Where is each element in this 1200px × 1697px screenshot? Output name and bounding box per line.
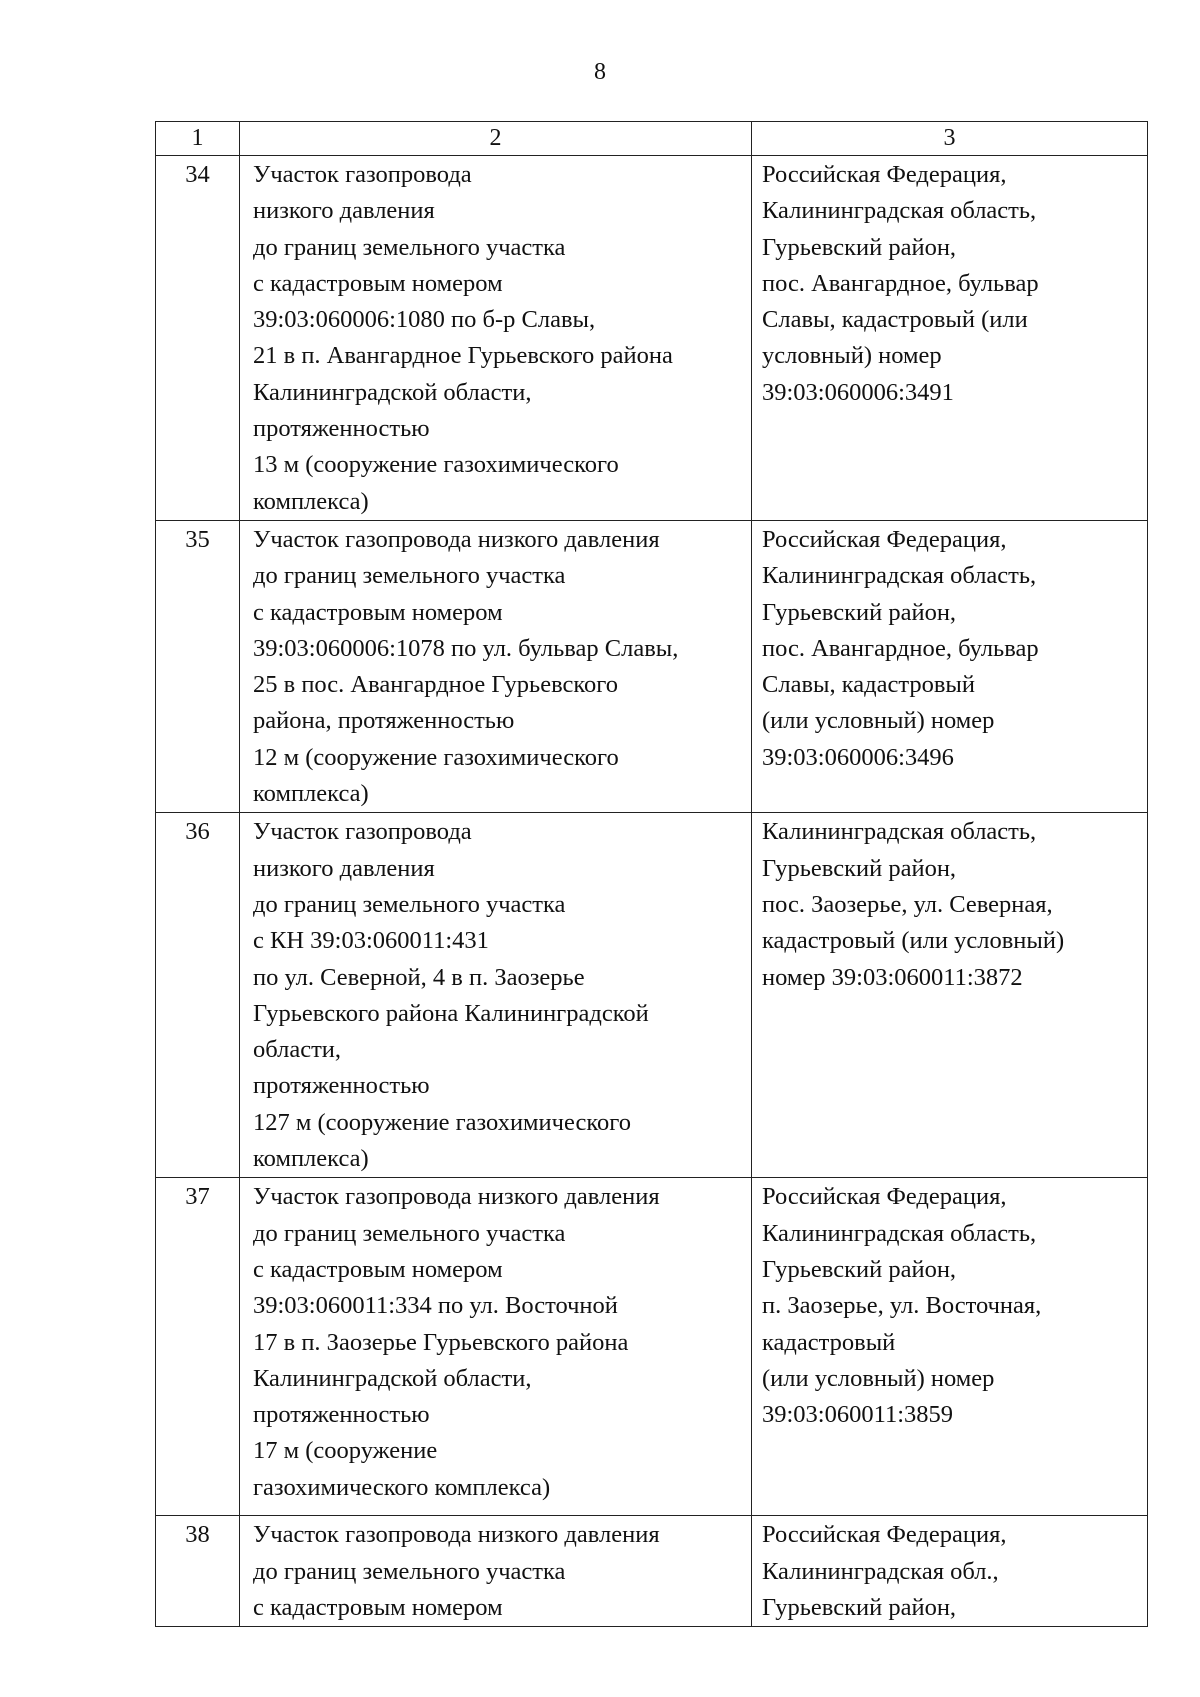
- location-line: Российская Федерация,: [762, 1183, 1007, 1211]
- object-description-line: протяженностью: [253, 1072, 430, 1100]
- object-description-line: по ул. Северной, 4 в п. Заозерье: [253, 963, 585, 991]
- page-number: 8: [594, 59, 606, 85]
- object-description-line: до границ земельного участка: [253, 1219, 566, 1247]
- object-description-line: до границ земельного участка: [253, 890, 566, 918]
- object-description-line: 127 м (сооружение газохимического: [253, 1108, 631, 1136]
- row-number: 36: [156, 813, 240, 1178]
- table-header-row: [156, 122, 1148, 156]
- object-description-line: с кадастровым номером: [253, 1593, 503, 1621]
- row-number: 38: [156, 1516, 240, 1627]
- object-description-line: Участок газопровода низкого давления: [253, 1183, 660, 1211]
- location-cell: [752, 813, 1148, 1178]
- object-description-line: Участок газопровода низкого давления: [253, 1521, 660, 1549]
- object-description-cell: [240, 521, 752, 813]
- object-description-line: с кадастровым номером: [253, 598, 503, 626]
- object-description-line: до границ земельного участка: [253, 562, 566, 590]
- header-cell-3: 3: [752, 122, 1148, 156]
- object-description-line: протяженностью: [253, 1401, 430, 1429]
- object-description-cell: [240, 1178, 752, 1516]
- object-description-line: Участок газопровода низкого давления: [253, 526, 660, 553]
- header-cell-2: 2: [240, 122, 752, 156]
- location-line: Калининградская область,: [762, 197, 1037, 225]
- location-line: Российская Федерация,: [762, 161, 1007, 188]
- location-line: Славы, кадастровый (или: [762, 306, 1028, 334]
- location-line: Гурьевский район,: [762, 854, 957, 882]
- object-description-line: до границ земельного участка: [253, 233, 566, 261]
- table-row: [156, 1516, 1148, 1627]
- object-description-line: 25 в пос. Авангардное Гурьевского: [253, 671, 618, 699]
- object-description-line: 13 м (сооружение газохимического: [253, 451, 619, 479]
- location-line: п. Заозерье, ул. Восточная,: [762, 1292, 1042, 1320]
- object-description-cell: [240, 1516, 752, 1627]
- location-line: пос. Авангардное, бульвар: [762, 269, 1039, 297]
- table-row: [156, 813, 1148, 1178]
- register-table: [155, 121, 1148, 1627]
- object-description-line: низкого давления: [253, 197, 435, 225]
- object-description-cell: [240, 156, 752, 521]
- location-line: Калининградская область,: [762, 818, 1037, 846]
- location-cell: [752, 1516, 1148, 1627]
- location-line: кадастровый (или условный): [762, 927, 1065, 955]
- location-line: Гурьевский район,: [762, 1255, 957, 1283]
- object-description-line: 17 м (сооружение: [253, 1437, 438, 1465]
- row-number: 37: [156, 1178, 240, 1516]
- location-cell: [752, 521, 1148, 813]
- object-description-line: до границ земельного участка: [253, 1557, 566, 1585]
- location-cell: [752, 156, 1148, 521]
- location-line: Славы, кадастровый: [762, 671, 975, 699]
- location-line: 39:03:060011:3859: [762, 1401, 954, 1429]
- object-description-line: низкого давления: [253, 854, 435, 882]
- location-line: номер 39:03:060011:3872: [762, 963, 1023, 991]
- location-line: Гурьевский район,: [762, 233, 957, 261]
- table-row: [156, 521, 1148, 813]
- location-line: 39:03:060006:3491: [762, 378, 954, 406]
- location-line: условный) номер: [762, 342, 942, 370]
- object-description-cell: [240, 813, 752, 1178]
- object-description-line: Гурьевского района Калининградской: [253, 999, 649, 1027]
- object-description-line: 39:03:060006:1080 по б-р Славы,: [253, 306, 596, 334]
- object-description-line: комплекса): [253, 780, 369, 808]
- table-row: [156, 156, 1148, 521]
- location-line: (или условный) номер: [762, 707, 995, 735]
- object-description-line: Калининградской области,: [253, 378, 532, 406]
- object-description-line: 12 м (сооружение газохимического: [253, 743, 619, 771]
- object-description-line: района, протяженностью: [253, 707, 515, 735]
- location-line: Калининградская область,: [762, 1219, 1037, 1247]
- object-description-line: 39:03:060006:1078 по ул. бульвар Славы,: [253, 634, 679, 662]
- object-description-line: комплекса): [253, 487, 369, 515]
- object-description-line: Участок газопровода: [253, 161, 472, 188]
- row-number: 35: [156, 521, 240, 813]
- row-number: 34: [156, 156, 240, 521]
- location-line: Гурьевский район,: [762, 598, 957, 626]
- object-description-line: с КН 39:03:060011:431: [253, 927, 489, 955]
- object-description-line: протяженностью: [253, 415, 430, 443]
- object-description-line: комплекса): [253, 1145, 369, 1173]
- location-line: 39:03:060006:3496: [762, 743, 954, 771]
- header-cell-1: 1: [156, 122, 240, 156]
- location-cell: [752, 1178, 1148, 1516]
- table-row: [156, 1178, 1148, 1516]
- location-line: Калининградская область,: [762, 562, 1037, 590]
- location-line: Гурьевский район,: [762, 1593, 957, 1621]
- location-line: пос. Заозерье, ул. Северная,: [762, 890, 1053, 918]
- object-description-line: Участок газопровода: [253, 818, 472, 846]
- object-description-line: с кадастровым номером: [253, 269, 503, 297]
- location-line: (или условный) номер: [762, 1364, 995, 1392]
- object-description-line: 17 в п. Заозерье Гурьевского района: [253, 1328, 629, 1356]
- location-line: кадастровый: [762, 1328, 896, 1356]
- object-description-line: Калининградской области,: [253, 1364, 532, 1392]
- object-description-line: 39:03:060011:334 по ул. Восточной: [253, 1292, 618, 1320]
- location-line: Российская Федерация,: [762, 526, 1007, 553]
- object-description-line: области,: [253, 1036, 342, 1064]
- location-line: пос. Авангардное, бульвар: [762, 634, 1039, 662]
- location-line: Российская Федерация,: [762, 1521, 1007, 1549]
- object-description-line: с кадастровым номером: [253, 1255, 503, 1283]
- location-line: Калининградская обл.,: [762, 1557, 999, 1585]
- object-description-line: 21 в п. Авангардное Гурьевского района: [253, 342, 673, 370]
- object-description-line: газохимического комплекса): [253, 1473, 551, 1501]
